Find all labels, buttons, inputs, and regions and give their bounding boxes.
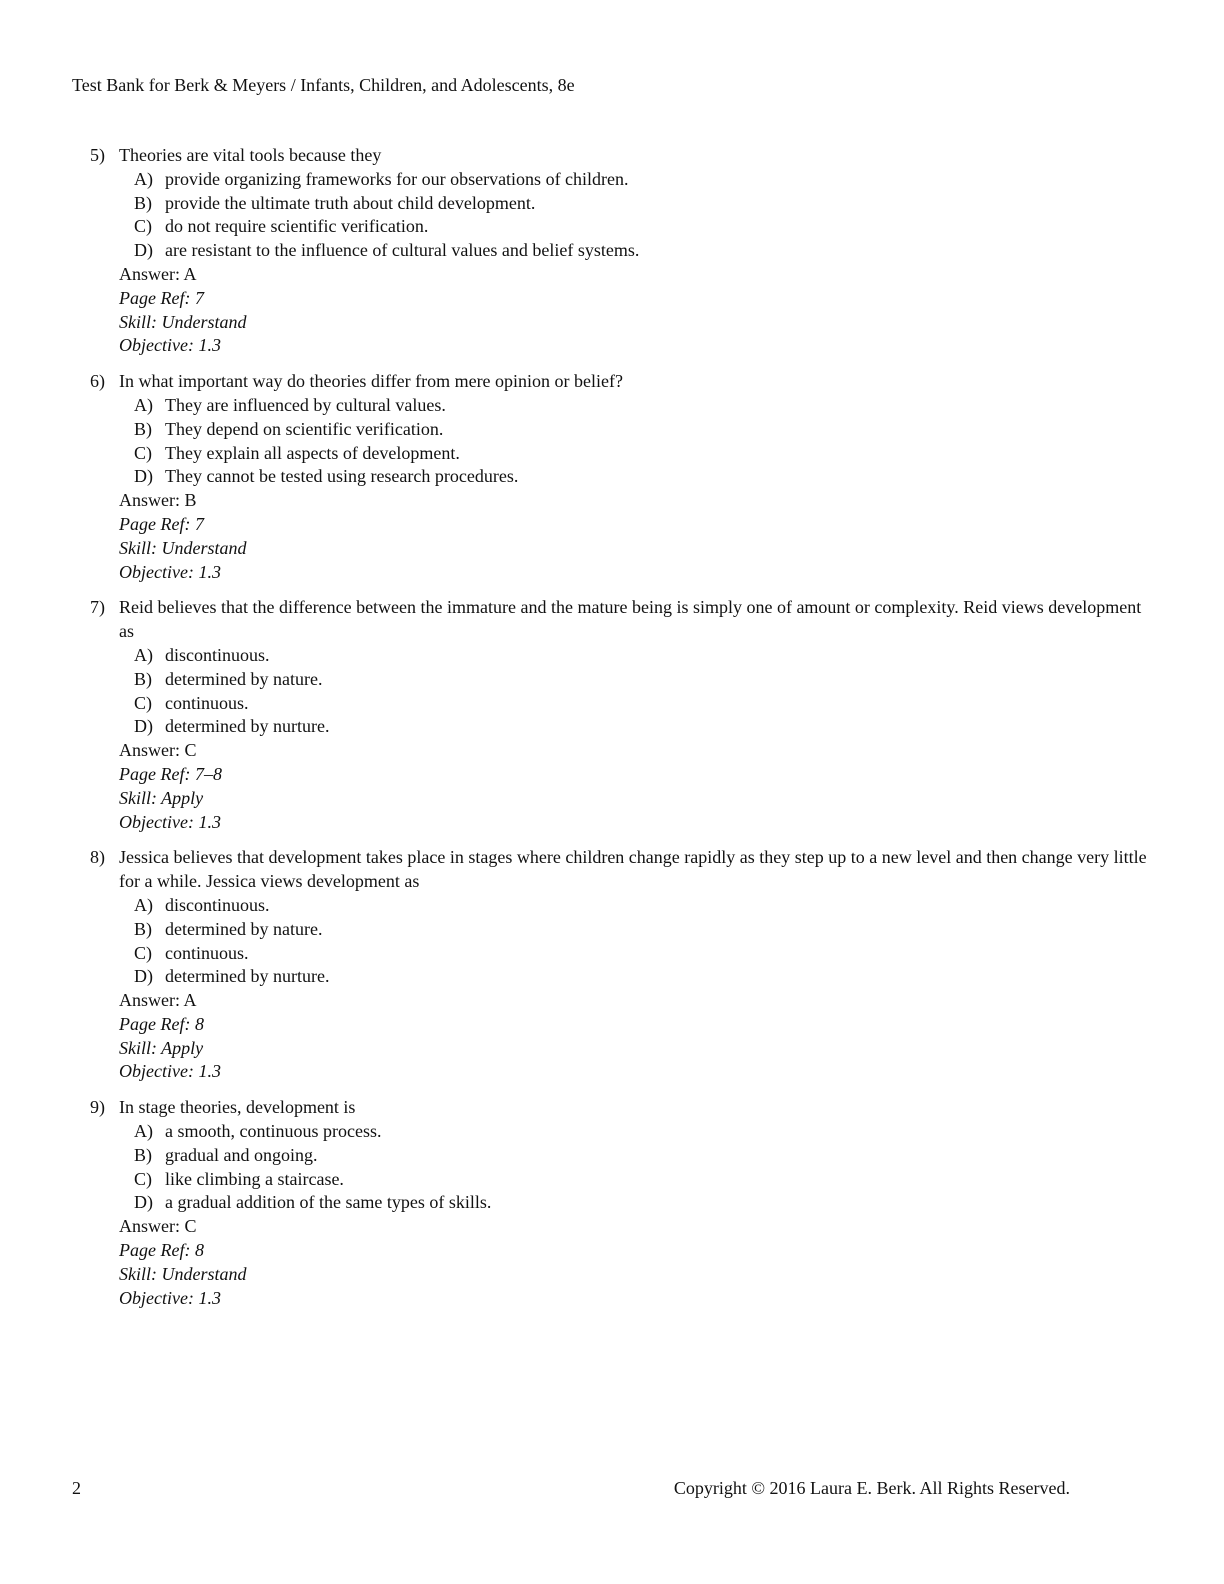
skill: Skill: Understand [119, 537, 247, 558]
answer-key: Answer: B [119, 490, 197, 511]
option-text: They are influenced by cultural values. [165, 394, 446, 415]
option-letter: B) [134, 1144, 152, 1165]
option-letter: B) [134, 918, 152, 939]
question-stem [72, 846, 1152, 894]
page-ref: Page Ref: 7 [119, 513, 204, 534]
question-stem [72, 144, 1152, 168]
option-d [134, 465, 1152, 489]
question-text: In stage theories, development is [119, 1097, 356, 1118]
option-text: They depend on scientific verification. [165, 418, 444, 439]
option-text: provide organizing frameworks for our observations of children. [165, 168, 629, 189]
option-b [134, 1144, 1152, 1168]
option-letter: D) [134, 716, 153, 737]
option-letter: D) [134, 966, 153, 987]
option-letter: D) [134, 1192, 153, 1213]
option-letter: C) [134, 216, 152, 237]
objective: Objective: 1.3 [119, 335, 221, 356]
page-number: 2 [72, 1478, 81, 1498]
answer-key: Answer: A [119, 263, 197, 284]
question-number: 6) [90, 371, 105, 392]
option-a [134, 1120, 1152, 1144]
copyright-notice: Copyright © 2016 Laura E. Berk. All Rights Reserved. [673, 1478, 1070, 1498]
option-text: They cannot be tested using research procedures. [165, 466, 519, 487]
objective: Objective: 1.3 [119, 1287, 221, 1308]
question-text: Reid believes that the difference between the immature and the mature being is simply one of amount or complexity. Reid views development as [119, 597, 1142, 642]
option-letter: C) [134, 692, 152, 713]
skill: Skill: Apply [119, 787, 204, 808]
question-metadata [72, 989, 1152, 1084]
option-letter: D) [134, 240, 153, 261]
skill: Skill: Understand [119, 311, 247, 332]
option-letter: A) [134, 394, 153, 415]
option-d [134, 1191, 1152, 1215]
objective: Objective: 1.3 [119, 561, 221, 582]
option-letter: B) [134, 418, 152, 439]
page-header: Test Bank for Berk & Meyers / Infants, Children, and Adolescents, 8e [72, 75, 575, 95]
answer-options [72, 168, 1152, 263]
skill: Skill: Understand [119, 1263, 247, 1284]
objective: Objective: 1.3 [119, 811, 221, 832]
option-a [134, 644, 1152, 668]
question-text: Theories are vital tools because they [119, 145, 382, 165]
question-metadata [72, 1215, 1152, 1310]
option-c [134, 942, 1152, 966]
option-letter: A) [134, 1121, 153, 1142]
answer-key: Answer: C [119, 740, 197, 761]
option-text: determined by nurture. [165, 966, 330, 987]
option-text: do not require scientific verification. [165, 216, 429, 237]
option-d [134, 965, 1152, 989]
option-b [134, 192, 1152, 216]
option-letter: A) [134, 894, 153, 915]
option-text: continuous. [165, 692, 249, 713]
question-9 [72, 1096, 1152, 1310]
question-metadata [72, 263, 1152, 358]
page-ref: Page Ref: 7 [119, 287, 204, 308]
option-text: discontinuous. [165, 894, 270, 915]
option-c [134, 1168, 1152, 1192]
option-text: determined by nature. [165, 668, 323, 689]
answer-options [72, 644, 1152, 739]
question-5 [72, 144, 1152, 358]
option-d [134, 239, 1152, 263]
option-d [134, 715, 1152, 739]
option-letter: A) [134, 644, 153, 665]
option-letter: C) [134, 1168, 152, 1189]
option-text: determined by nature. [165, 918, 323, 939]
question-number: 7) [90, 597, 105, 618]
option-b [134, 668, 1152, 692]
page-ref: Page Ref: 8 [119, 1013, 204, 1034]
option-text: provide the ultimate truth about child development. [165, 192, 536, 213]
option-b [134, 418, 1152, 442]
question-list [72, 144, 1152, 1322]
option-text: a smooth, continuous process. [165, 1121, 382, 1142]
option-text: are resistant to the influence of cultural values and belief systems. [165, 240, 640, 261]
option-a [134, 894, 1152, 918]
option-letter: A) [134, 168, 153, 189]
question-8 [72, 846, 1152, 1084]
question-number: 5) [90, 145, 105, 165]
option-letter: B) [134, 668, 152, 689]
option-text: They explain all aspects of development. [165, 442, 460, 463]
option-c [134, 692, 1152, 716]
answer-options [72, 394, 1152, 489]
answer-options [72, 894, 1152, 989]
option-text: discontinuous. [165, 644, 270, 665]
question-stem [72, 370, 1152, 394]
objective: Objective: 1.3 [119, 1061, 221, 1082]
answer-options [72, 1120, 1152, 1215]
option-text: gradual and ongoing. [165, 1144, 318, 1165]
question-number: 9) [90, 1097, 105, 1118]
option-text: like climbing a staircase. [165, 1168, 344, 1189]
question-stem [72, 1096, 1152, 1120]
option-a [134, 168, 1152, 192]
option-b [134, 918, 1152, 942]
page-ref: Page Ref: 8 [119, 1240, 204, 1261]
question-metadata [72, 489, 1152, 584]
option-letter: C) [134, 442, 152, 463]
question-metadata [72, 739, 1152, 834]
option-letter: B) [134, 192, 152, 213]
option-c [134, 442, 1152, 466]
page-ref: Page Ref: 7–8 [119, 763, 222, 784]
option-a [134, 394, 1152, 418]
option-text: determined by nurture. [165, 716, 330, 737]
option-letter: C) [134, 942, 152, 963]
question-stem [72, 596, 1152, 644]
question-number: 8) [90, 847, 105, 868]
answer-key: Answer: C [119, 1216, 197, 1237]
option-text: a gradual addition of the same types of skills. [165, 1192, 492, 1213]
option-text: continuous. [165, 942, 249, 963]
answer-key: Answer: A [119, 990, 197, 1011]
option-letter: D) [134, 466, 153, 487]
question-text: Jessica believes that development takes place in stages where children change rapidly as they step up to a new level and then change very little for a while. Jessica views development as [119, 847, 1147, 892]
question-6 [72, 370, 1152, 584]
question-7 [72, 596, 1152, 834]
option-c [134, 215, 1152, 239]
question-text: In what important way do theories differ from mere opinion or belief? [119, 371, 624, 392]
skill: Skill: Apply [119, 1037, 204, 1058]
